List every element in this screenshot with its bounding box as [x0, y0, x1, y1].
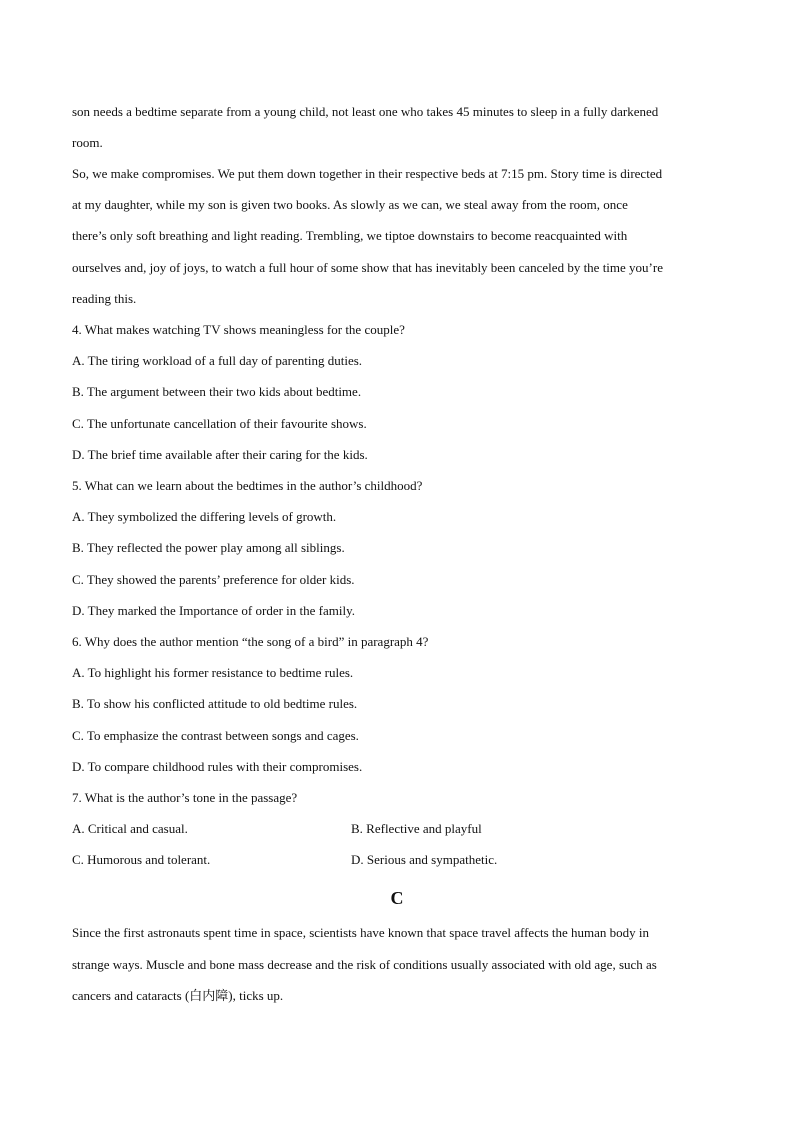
question-6-option-a: A. To highlight his former resistance to bedtime rules.: [72, 665, 354, 680]
question-7-option-d: D. Serious and sympathetic.: [351, 852, 498, 867]
question-stem-6: 6. Why does the author mention “the song of a bird” in paragraph 4?: [72, 634, 429, 649]
section-heading: C: [390, 888, 404, 908]
question-4-option-c: C. The unfortunate cancellation of their favourite shows.: [72, 416, 367, 431]
passage-line: So, we make compromises. We put them down together in their respective beds at 7:15 pm. Story time is directed: [72, 166, 663, 181]
question-5-option-d: D. They marked the Importance of order in the family.: [72, 603, 356, 618]
question-5-option-a: A. They symbolized the differing levels of growth.: [72, 509, 337, 524]
question-6-option-d: D. To compare childhood rules with their compromises.: [72, 759, 363, 774]
question-4-option-d: D. The brief time available after their caring for the kids.: [72, 447, 368, 462]
passage-line: cancers and cataracts (白内障), ticks up.: [72, 988, 284, 1003]
question-6-option-b: B. To show his conflicted attitude to old bedtime rules.: [72, 696, 358, 711]
question-5-option-c: C. They showed the parents’ preference for older kids.: [72, 572, 355, 587]
question-7-option-c: C. Humorous and tolerant.: [72, 852, 211, 867]
question-stem-4: 4. What makes watching TV shows meaningless for the couple?: [72, 322, 405, 337]
passage-line: reading this.: [72, 291, 137, 306]
passage-line: son needs a bedtime separate from a young child, not least one who takes 45 minutes to sleep in a fully darkened: [72, 104, 659, 119]
question-4-option-a: A. The tiring workload of a full day of parenting duties.: [72, 353, 363, 368]
passage-line: strange ways. Muscle and bone mass decrease and the risk of conditions usually associated with old age, such as: [72, 957, 657, 972]
passage-line: Since the first astronauts spent time in space, scientists have known that space travel affects the human body in: [72, 925, 650, 940]
passage-line: at my daughter, while my son is given two books. As slowly as we can, we steal away from the room, once: [72, 197, 628, 212]
question-4-option-b: B. The argument between their two kids about bedtime.: [72, 384, 362, 399]
question-7-option-b: B. Reflective and playful: [351, 821, 482, 836]
question-5-option-b: B. They reflected the power play among all siblings.: [72, 540, 345, 555]
passage-line: room.: [72, 135, 103, 150]
question-stem-7: 7. What is the author’s tone in the passage?: [72, 790, 298, 805]
question-stem-5: 5. What can we learn about the bedtimes in the author’s childhood?: [72, 478, 423, 493]
passage-line: there’s only soft breathing and light reading. Trembling, we tiptoe downstairs to become reacquainted with: [72, 228, 628, 243]
passage-line: ourselves and, joy of joys, to watch a full hour of some show that has inevitably been canceled by the time you’re: [72, 260, 663, 275]
question-7-option-a: A. Critical and casual.: [72, 821, 188, 836]
question-6-option-c: C. To emphasize the contrast between songs and cages.: [72, 728, 359, 743]
